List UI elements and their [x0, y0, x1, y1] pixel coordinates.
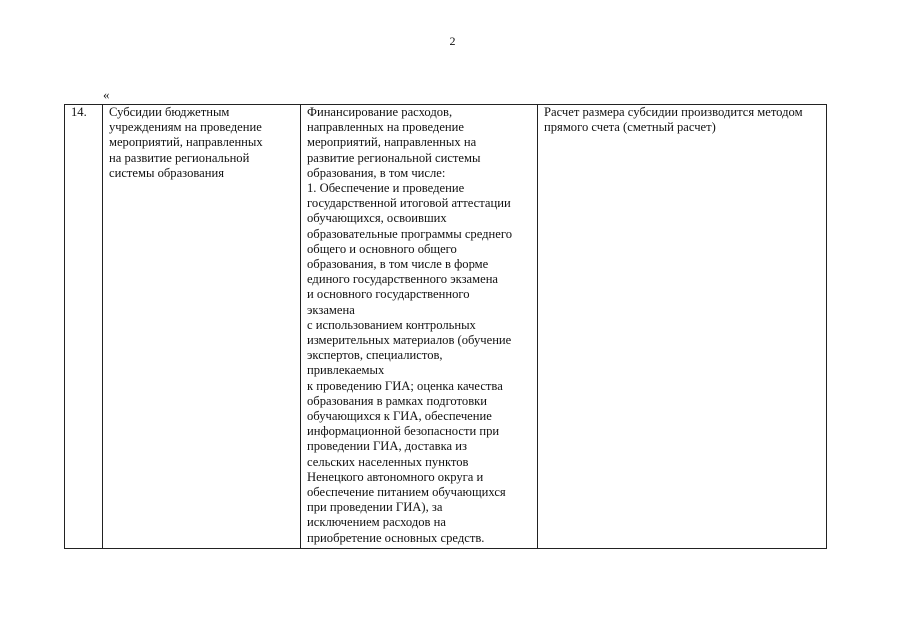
- table-row: [65, 105, 827, 549]
- subsidy-name-line: Субсидии бюджетным: [109, 105, 230, 119]
- description-line: и основного государственного: [307, 287, 470, 302]
- description-line: Финансирование расходов,: [307, 105, 453, 119]
- description-line: направленных на проведение: [307, 120, 465, 135]
- subsidy-table: [64, 104, 827, 549]
- description-line: с использованием контрольных: [307, 317, 476, 332]
- description-line: образования, в том числе:: [307, 165, 446, 180]
- subsidy-name-line: мероприятий, направленных: [109, 135, 263, 150]
- description-line: единого государственного экзамена: [307, 272, 499, 287]
- opening-quote-mark: «: [103, 87, 110, 102]
- subsidy-description-cell: [301, 105, 538, 549]
- description-line: мероприятий, направленных на: [307, 135, 477, 150]
- description-line: Ненецкого автономного округа и: [307, 469, 484, 484]
- subsidy-name-cell: [103, 105, 301, 549]
- description-line: исключением расходов на: [307, 515, 446, 530]
- page-number: 2: [449, 34, 456, 48]
- description-line: обучающихся к ГИА, обеспечение: [307, 409, 492, 424]
- subsidy-name-line: учреждениям на проведение: [109, 120, 262, 135]
- description-line: к проведению ГИА; оценка качества: [307, 378, 503, 393]
- description-line: государственной итоговой аттестации: [307, 196, 511, 211]
- description-line: образования в рамках подготовки: [307, 393, 487, 408]
- description-line: развитие региональной системы: [307, 150, 481, 165]
- description-line: измерительных материалов (обучение: [307, 333, 512, 348]
- description-line: информационной безопасности при: [307, 424, 500, 439]
- description-line: обучающихся, освоивших: [307, 211, 447, 226]
- subsidy-name-line: системы образования: [109, 165, 225, 180]
- calculation-line: Расчет размера субсидии производится методом: [544, 105, 803, 119]
- description-line: приобретение основных средств.: [307, 530, 485, 545]
- row-number-cell: [65, 105, 103, 549]
- description-line: экзамена: [307, 302, 355, 317]
- description-line: общего и основного общего: [307, 241, 457, 256]
- calculation-line: прямого счета (сметный расчет): [544, 120, 716, 135]
- description-line: проведении ГИА, доставка из: [307, 439, 467, 454]
- description-line: экспертов, специалистов,: [307, 348, 443, 363]
- row-number: 14.: [71, 105, 87, 119]
- description-line: обеспечение питанием обучающихся: [307, 485, 506, 500]
- description-line: при проведении ГИА), за: [307, 500, 443, 515]
- description-line: привлекаемых: [307, 363, 385, 378]
- description-line: образовательные программы среднего: [307, 226, 513, 241]
- description-line: образования, в том числе в форме: [307, 257, 489, 272]
- description-line: 1. Обеспечение и проведение: [307, 181, 465, 196]
- subsidy-name-line: на развитие региональной: [109, 150, 250, 165]
- calculation-method-cell: [538, 105, 827, 549]
- description-line: сельских населенных пунктов: [307, 454, 469, 469]
